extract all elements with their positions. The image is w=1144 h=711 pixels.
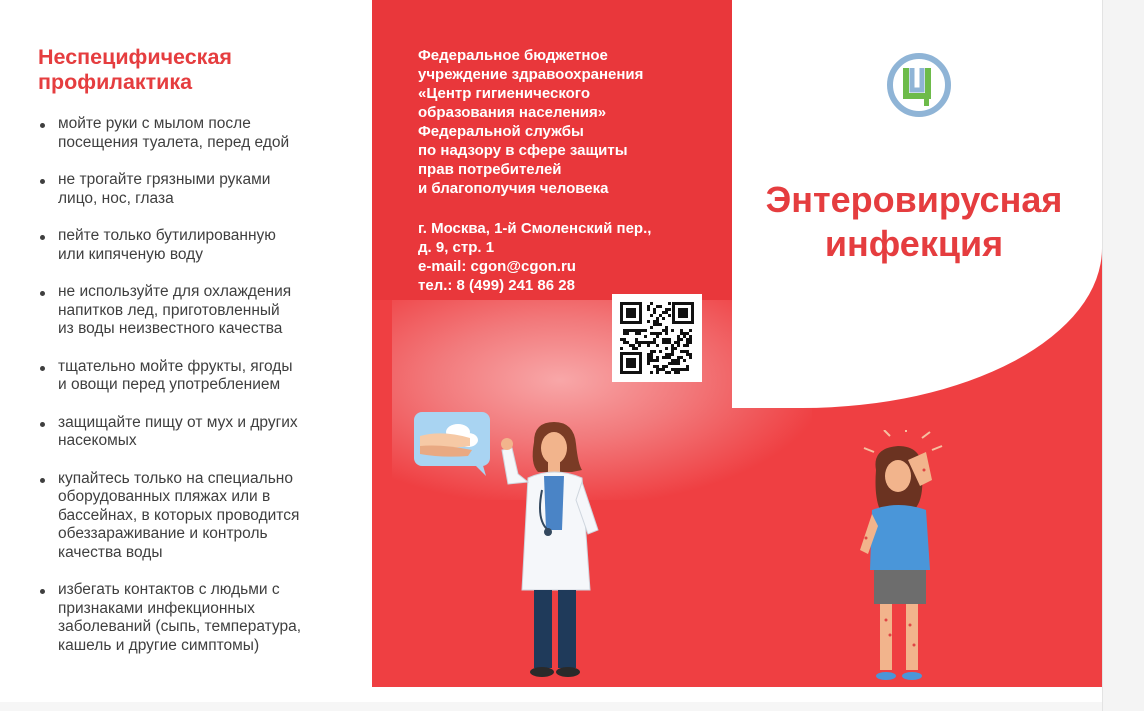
prevention-tip-text: купайтесь только на специально оборудованных пляжах или в бассейнах, в которых проводится обеззараживание и контроль качества воды — [58, 469, 300, 561]
bullet-icon — [40, 366, 45, 371]
prevention-tip-text: пейте только бутилированную или кипяченую воду — [58, 227, 276, 263]
bullet-icon — [40, 291, 45, 296]
prevention-tip — [38, 470, 358, 563]
bullet-icon — [40, 422, 45, 427]
sick-girl-illustration — [850, 430, 960, 685]
prevention-tip-text: не трогайте грязными руками лицо, нос, глаза — [58, 171, 271, 207]
bullet-icon — [40, 235, 45, 240]
prevention-tip-text: мойте руки с мылом после посещения туалета, перед едой — [58, 115, 290, 151]
prevention-tip — [38, 414, 358, 451]
qr-code-icon[interactable] — [612, 294, 702, 382]
bullet-icon — [40, 123, 45, 128]
prevention-tip — [38, 581, 358, 655]
organization-name: Федеральное бюджетное учреждение здравоохранения «Центр гигиенического образования населения» Федеральной службы по надзору в сфере защиты прав потребителей и благополучия человека — [418, 47, 644, 197]
prevention-panel — [0, 0, 372, 711]
prevention-tip — [38, 115, 358, 152]
prevention-tip — [38, 283, 358, 339]
prevention-tip-text: защищайте пищу от мух и других насекомых — [58, 413, 298, 449]
bullet-icon — [40, 179, 45, 184]
prevention-tip-text: тщательно мойте фрукты, ягоды и овощи перед употреблением — [58, 357, 293, 393]
prevention-tip-text: не используйте для охлаждения напитков лед, приготовленный из воды неизвестного качества — [58, 283, 292, 337]
bullet-icon — [40, 589, 45, 594]
contact-info: г. Москва, 1-й Смоленский пер., д. 9, стр. 1 e-mail: cgon@cgon.ru тел.: 8 (499) 241 86 28 — [418, 220, 652, 294]
prevention-title: Неспецифическая профилактика — [38, 45, 232, 94]
bullet-icon — [40, 478, 45, 483]
scrollbar-gutter[interactable] — [1102, 0, 1144, 711]
page-bottom-edge — [0, 702, 1102, 711]
prevention-tip-text: избегать контактов с людьми с признаками инфекционных заболеваний (сыпь, температура, кашель и другие симптомы) — [58, 581, 302, 654]
prevention-tip — [38, 171, 358, 208]
prevention-list — [38, 115, 358, 674]
prevention-tip — [38, 358, 358, 395]
prevention-tip — [38, 227, 358, 264]
logo-icon — [886, 52, 952, 118]
doctor-illustration — [498, 420, 618, 680]
cover-panel — [372, 0, 1102, 687]
cover-title: Энтеровирусная инфекция — [765, 179, 1063, 264]
hand-washing-icon — [412, 410, 492, 476]
